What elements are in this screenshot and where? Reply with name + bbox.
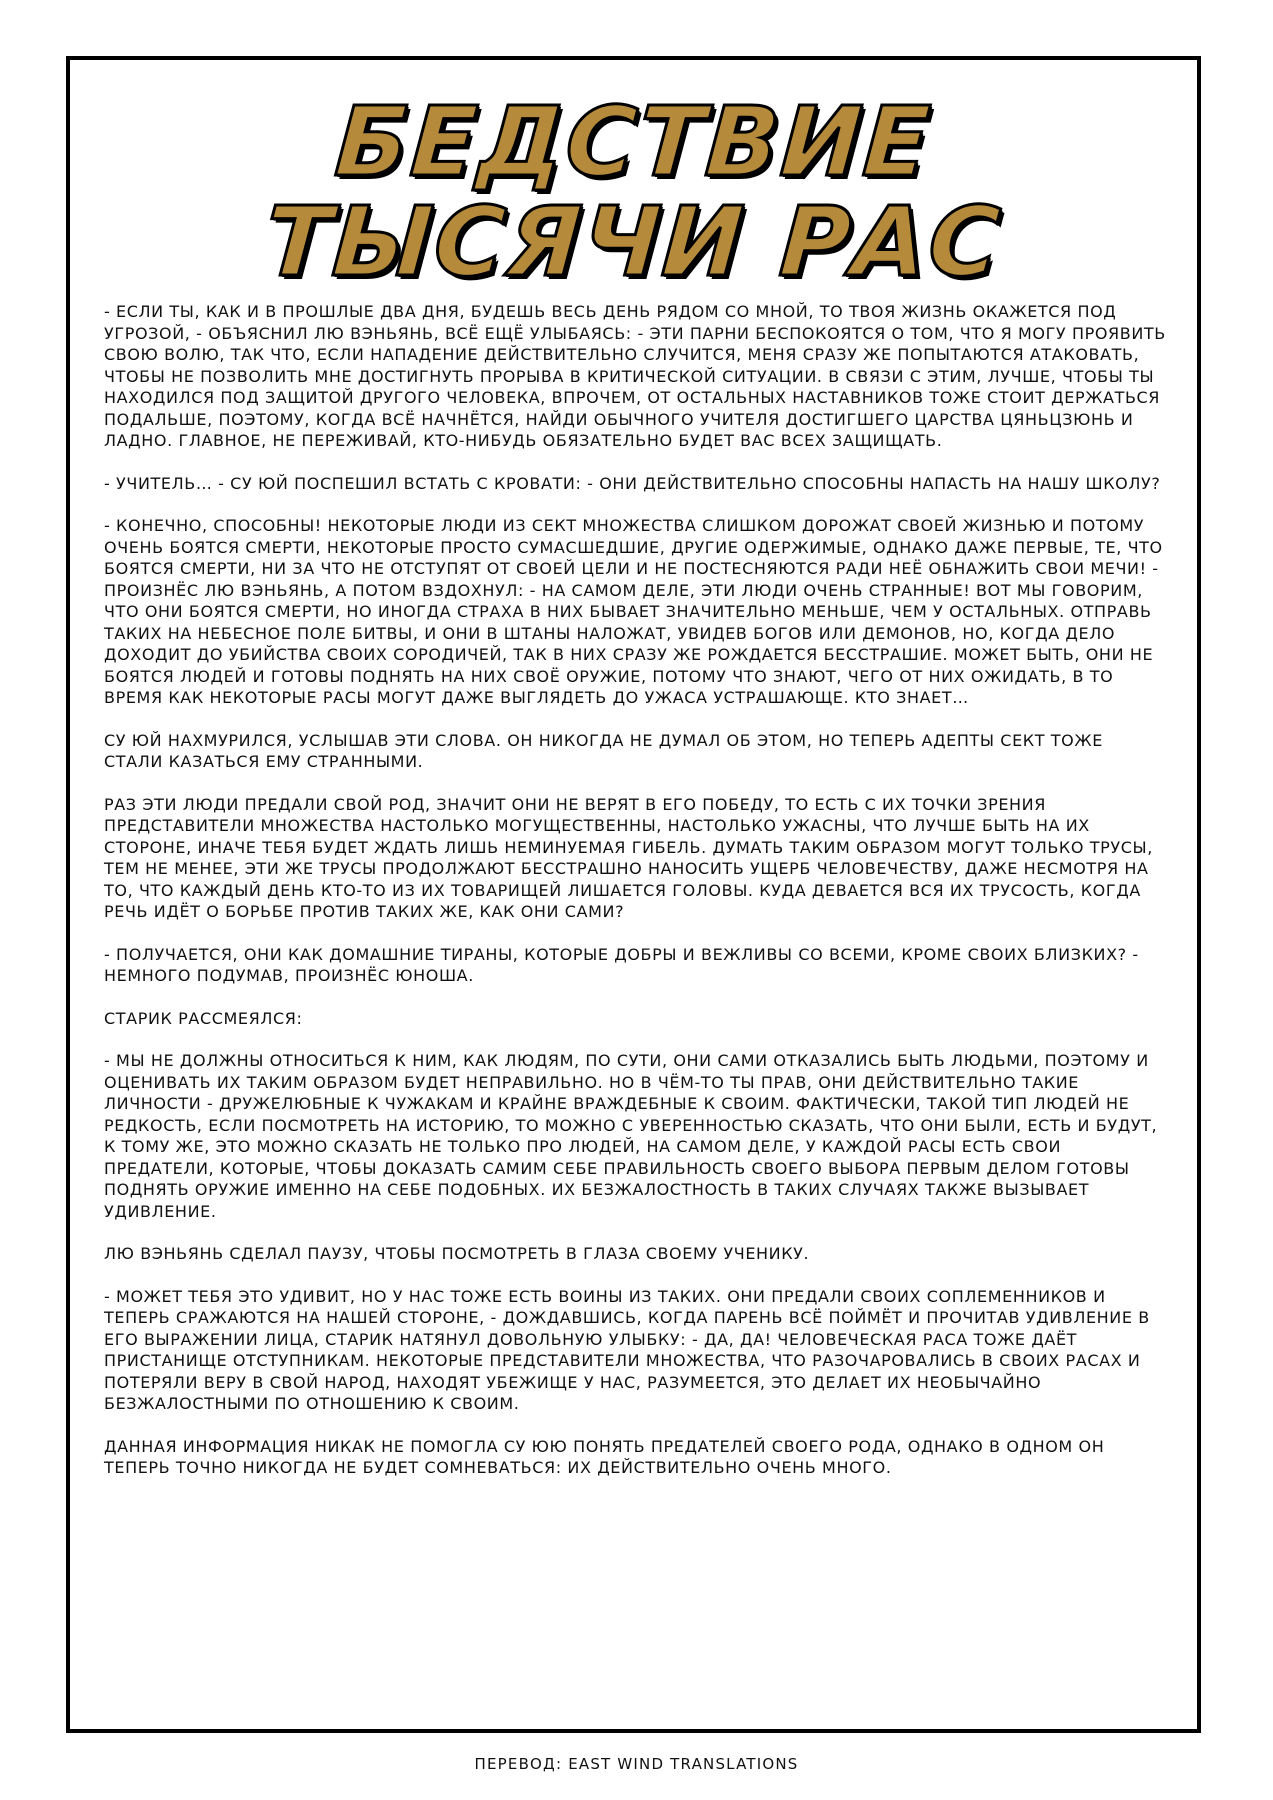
translator-credit: Перевод: East Wind Translations xyxy=(474,1750,799,1774)
paragraph: данная информация никак не помогла су юю понять предателей своего рода, однако в одном он теперь точно никогда не будет сомневаться: их действительно очень много. xyxy=(104,1431,1105,1479)
story-text xyxy=(104,297,1167,1499)
paragraph: - получается, они как домашние тираны, которые добры и вежливы со всеми, кроме своих близких? - немного подумав, произнёс юноша. xyxy=(104,939,1139,987)
paragraph: - если ты, как и в прошлые два дня, будешь весь день рядом со мной, то твоя жизнь окажется под угрозой, - объяснил лю вэньянь, всё ещё улыбаясь: - эти парни беспокоятся о том, что я могу проявить свою волю, так что, если нападение действительно случится, меня сразу же попытаются атаковать, чтобы не позволить мне достигнуть прорыва в критической ситуации. в связи с этим, лучше, чтобы ты находился под защитой другого человека, впрочем, от остальных наставников тоже стоит держаться подальше, поэтому, когда всё начнётся, найди обычного учителя достигшего царства цяньцзюнь и ладно. главное, не переживай, кто-нибудь обязательно будет вас всех защищать. xyxy=(104,297,1166,452)
paragraph: раз эти люди предали свой род, значит они не верят в его победу, то есть с их точки зрения представители множества настолько могущественны, настолько ужасны, что лучше быть на их стороне, иначе тебя будет ждать лишь неминуемая гибель. думать таким образом могут только трусы, тем не менее, эти же трусы продолжают бесстрашно наносить ущерб человечеству, даже несмотря на то, что каждый день кто-то из их товарищей лишается головы. куда девается вся их трусость, когда речь идёт о борьбе против таких же, как они сами? xyxy=(104,789,1153,923)
title-line-2: ТЫСЯЧИ РАС xyxy=(261,186,1006,298)
page-title xyxy=(70,86,1197,298)
paragraph: старик рассмеялся: xyxy=(104,1003,303,1030)
page-frame xyxy=(66,56,1201,1733)
paragraph: - может тебя это удивит, но у нас тоже есть воины из таких. они предали своих соплеменников и теперь сражаются на нашей стороне, - дождавшись, когда парень всё поймёт и прочитав удивление в его выражении лица, старик натянул довольную улыбку: - да, да! человеческая раса тоже даёт пристанище отступникам. некоторые представители множества, что разочаровались в своих расах и потеряли веру в свой народ, находят убежище у нас, разумеется, это делает их необычайно безжалостными по отношению к своим. xyxy=(104,1281,1150,1415)
paragraph: су юй нахмурился, услышав эти слова. он никогда не думал об этом, но теперь адепты сект тоже стали казаться ему странными. xyxy=(104,725,1103,773)
paragraph: - учитель… - су юй поспешил встать с кровати: - они действительно способны напасть на нашу школу? xyxy=(104,468,1161,495)
paragraph: - конечно, способны! некоторые люди из сект множества слишком дорожат своей жизнью и потому очень боятся смерти, некоторые просто сумасшедшие, другие одержимые, однако даже первые, те, что боятся смерти, ни за что не отступят от своей цели и не постесняются ради неё обнажить свои мечи! - произнёс лю вэньянь, а потом вздохнул: - на самом деле, эти люди очень странные! вот мы говорим, что они боятся смерти, но иногда страха в них бывает значительно меньше, чем у остальных. отправь таких на небесное поле битвы, и они в штаны наложат, увидев богов или демонов, но, когда дело доходит до убийства своих сородичей, так в них сразу же рождается бесстрашие. может быть, они не боятся людей и готовы поднять на них своё оружие, потому что знают, чего от них ожидать, в то время как некоторые расы могут даже выглядеть до ужаса устрашающе. кто знает… xyxy=(104,511,1163,709)
paragraph: лю вэньянь сделал паузу, чтобы посмотреть в глаза своему ученику. xyxy=(104,1239,810,1265)
title-line-1: БЕДСТВИЕ xyxy=(331,86,936,198)
paragraph: - мы не должны относиться к ним, как людям, по сути, они сами отказались быть людьми, поэтому и оценивать их таким образом будет неправильно. но в чём-то ты прав, они действительно такие личности - дружелюбные к чужакам и крайне враждебные к своим. фактически, такой тип людей не редкость, если посмотреть на историю, то можно с уверенностью сказать, что они были, есть и будут, к тому же, это можно сказать не только про людей, на самом деле, у каждой расы есть свои предатели, которые, чтобы доказать самим себе правильность своего выбора первым делом готовы поднять оружие именно на себе подобных. их безжалостность в таких случаях также вызывает удивление. xyxy=(104,1046,1158,1223)
